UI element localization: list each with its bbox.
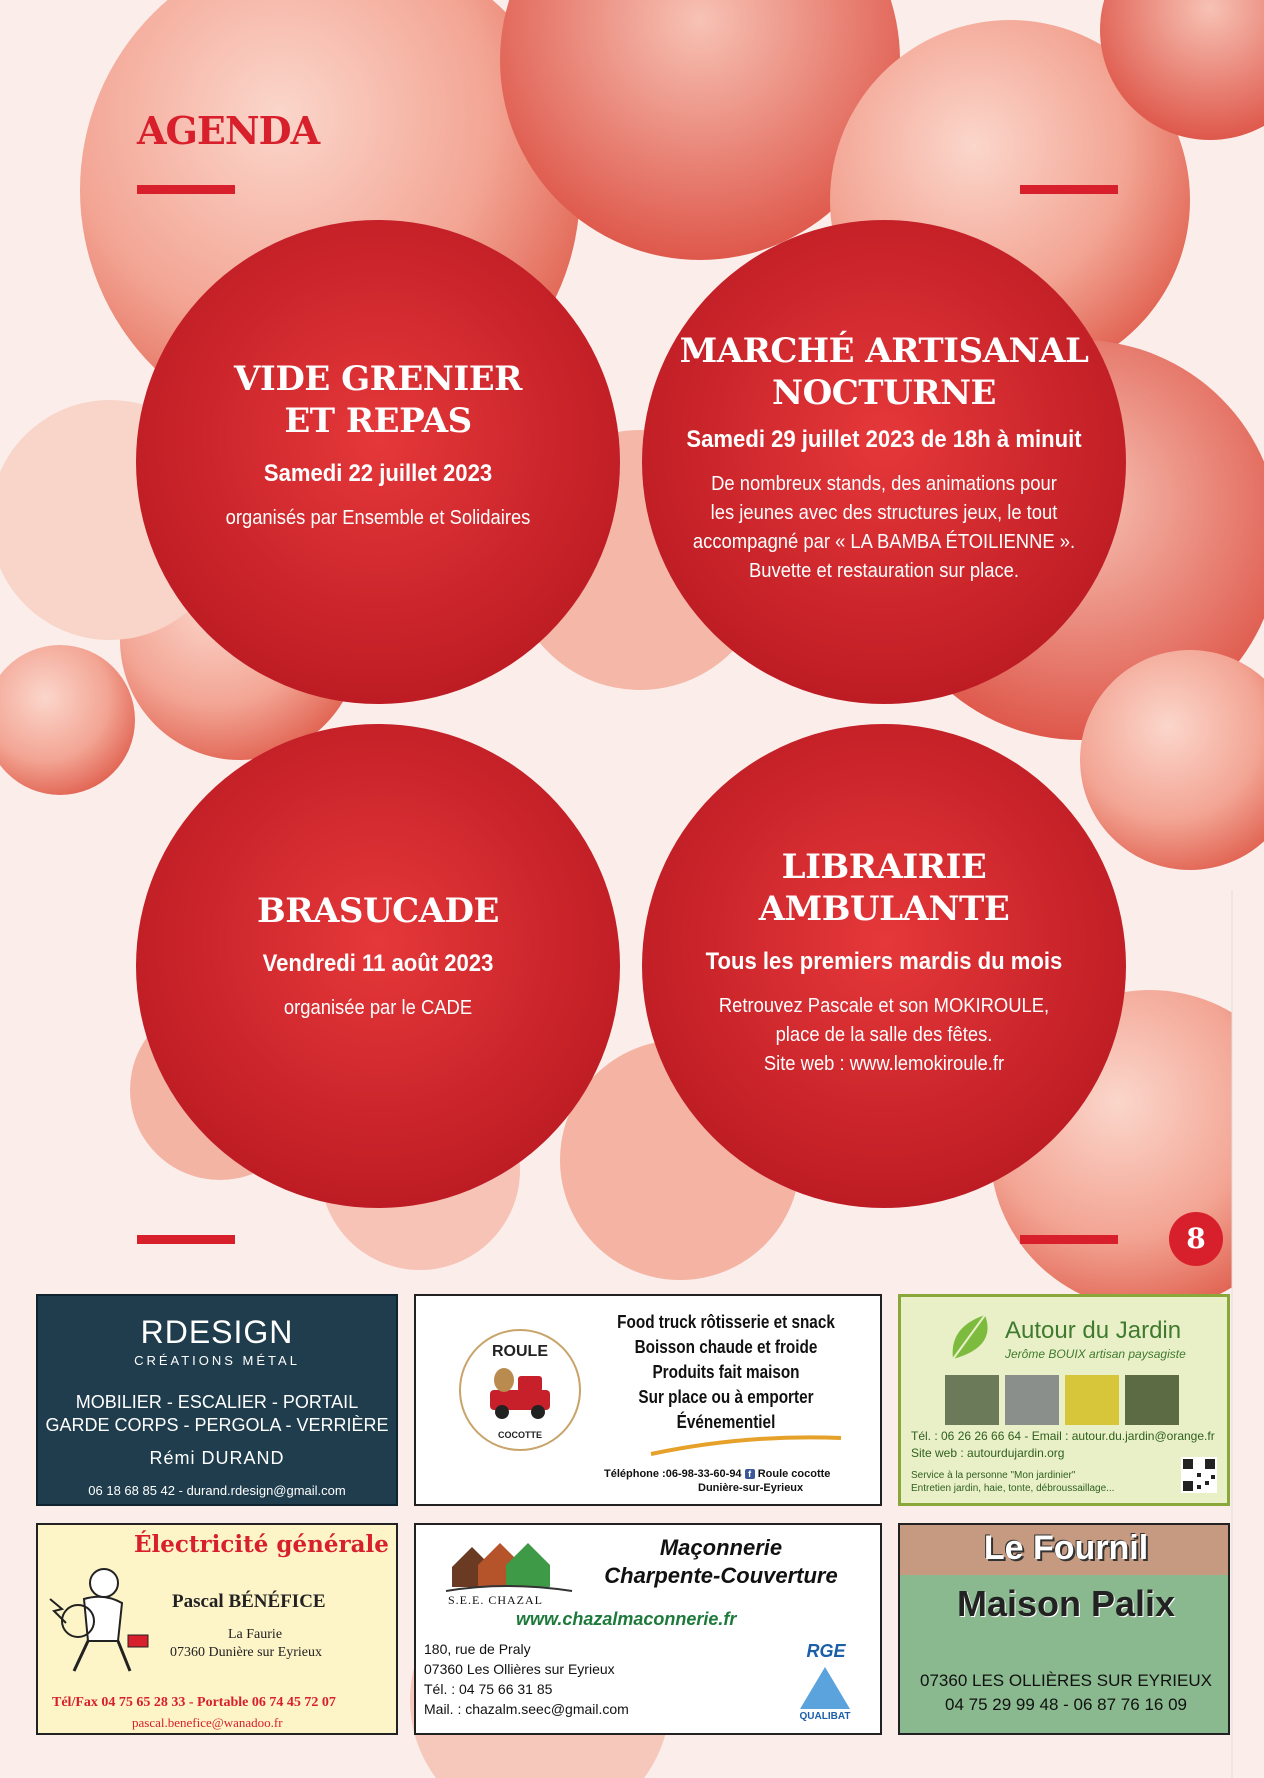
event-vide-grenier — [136, 220, 620, 704]
jardin-brand: Autour du Jardin — [1005, 1317, 1182, 1344]
event-date: Vendredi 11 août 2023 — [262, 950, 494, 977]
event-description: organisés par Ensemble et Solidaires — [225, 507, 531, 529]
elec-phone: Tél/Fax 04 75 65 28 33 - Portable 06 74 45 72 07 — [52, 1695, 336, 1710]
jardin-contact: Tél. : 06 26 26 66 64 - Email : autour.du.jardin@orange.fr — [911, 1429, 1215, 1443]
facebook-icon: f — [745, 1469, 755, 1479]
leaf-icon — [945, 1307, 1005, 1367]
event-description: De nombreux stands, des animations pour les jeunes avec des structures jeux, le tout accompagné par « LA BAMBA ÉTOILIENNE ». Buvette et restauration sur place. — [692, 473, 1076, 582]
elec-title: Électricité générale — [134, 1531, 389, 1558]
ad-le-fournil — [898, 1523, 1230, 1735]
event-title: VIDE GRENIER ET REPAS — [234, 359, 522, 441]
electrician-illustration — [44, 1559, 154, 1679]
rdesign-line2: GARDE CORPS - PERGOLA - VERRIÈRE — [45, 1415, 389, 1435]
event-date: Tous les premiers mardis du mois — [705, 948, 1063, 975]
ad-autour-du-jardin — [898, 1294, 1230, 1506]
svg-text:QUALIBAT: QUALIBAT — [799, 1711, 851, 1722]
event-description: organisée par le CADE — [283, 997, 473, 1019]
photo-3 — [1065, 1375, 1119, 1425]
event-marche-artisanal — [642, 220, 1126, 704]
page-number: 8 — [1169, 1212, 1223, 1266]
jardin-website: Site web : autourdujardin.org — [911, 1446, 1065, 1460]
rge-qualibat-badge — [794, 1639, 856, 1725]
rdesign-subtitle: CRÉATIONS MÉTAL — [134, 1353, 300, 1368]
photo-4 — [1125, 1375, 1179, 1425]
rdesign-logo: RDESIGN — [140, 1314, 294, 1350]
rdesign-line1: MOBILIER - ESCALIER - PORTAIL — [75, 1392, 359, 1412]
elec-address2: 07360 Dunière sur Eyrieux — [170, 1645, 323, 1660]
jardin-services: Service à la personne "Mon jardinier" Entretien jardin, haie, tonte, débroussaillage... — [911, 1470, 1115, 1494]
event-title: BRASUCADE — [257, 891, 499, 931]
roule-town: Dunière-sur-Eyrieux — [698, 1482, 804, 1494]
ad-electricite-generale — [36, 1523, 398, 1735]
elec-email: pascal.benefice@wanadoo.fr — [132, 1715, 283, 1730]
houses-logo — [446, 1529, 576, 1593]
photo-1 — [945, 1375, 999, 1425]
svg-text:RGE: RGE — [806, 1641, 846, 1661]
fournil-phones: 04 75 29 99 48 - 06 87 76 16 09 — [945, 1695, 1187, 1714]
ad-chazal-maconnerie — [414, 1523, 882, 1735]
photo-2 — [1005, 1375, 1059, 1425]
chazal-company: S.E.E. CHAZAL — [448, 1593, 543, 1607]
roule-phone: Téléphone :06-98-33-60-94 f Roule cocotte — [604, 1468, 831, 1480]
page-title: AGENDA — [137, 108, 320, 153]
chazal-website: www.chazalmaconnerie.fr — [516, 1609, 737, 1629]
chazal-line2: Charpente-Couverture — [604, 1563, 838, 1588]
rdesign-name: Rémi DURAND — [149, 1448, 285, 1468]
event-brasucade — [136, 724, 620, 1208]
event-date: Samedi 29 juillet 2023 de 18h à minuit — [686, 426, 1082, 453]
fournil-title: Le Fournil — [983, 1529, 1149, 1567]
swoosh-decoration — [646, 1430, 846, 1460]
roule-cocotte-logo — [456, 1326, 584, 1454]
jardin-owner: Jerôme BOUIX artisan paysagiste — [1005, 1347, 1186, 1361]
divider-top-right — [1020, 185, 1118, 194]
roule-logo-bottom: COCOTTE — [498, 1430, 542, 1440]
chazal-line1: Maçonnerie — [659, 1535, 783, 1560]
divider-top-left — [137, 185, 235, 194]
elec-address1: La Faurie — [228, 1627, 283, 1642]
roule-services: Food truck rôtisserie et snack Boisson chaude et froide Produits fait maison Sur place ou à emporter Événementiel — [617, 1312, 835, 1432]
divider-bottom-left — [137, 1235, 235, 1244]
event-librairie-ambulante — [642, 724, 1126, 1208]
chazal-contact: 180, rue de Praly 07360 Les Ollières sur Eyrieux Tél. : 04 75 66 31 85 Mail. : chazalm.seec@gmail.com — [424, 1641, 629, 1717]
ad-roule-cocotte — [414, 1294, 882, 1506]
ad-rdesign — [36, 1294, 398, 1506]
event-title: LIBRAIRIE AMBULANTE — [758, 847, 1010, 929]
divider-bottom-right — [1020, 1235, 1118, 1244]
event-title: MARCHÉ ARTISANAL NOCTURNE — [679, 331, 1089, 413]
rdesign-contact: 06 18 68 85 42 - durand.rdesign@gmail.com — [88, 1483, 346, 1498]
qr-code-icon — [1181, 1457, 1217, 1493]
event-date: Samedi 22 juillet 2023 — [263, 460, 493, 487]
elec-name: Pascal BÉNÉFICE — [172, 1591, 326, 1612]
roule-logo-top: ROULE — [492, 1343, 548, 1360]
fournil-subtitle: Maison Palix — [956, 1583, 1176, 1624]
fournil-address: 07360 LES OLLIÈRES SUR EYRIEUX — [920, 1671, 1212, 1690]
event-description: Retrouvez Pascale et son MOKIROULE, place de la salle des fêtes. Site web : www.lemokiroule.fr — [718, 995, 1050, 1075]
